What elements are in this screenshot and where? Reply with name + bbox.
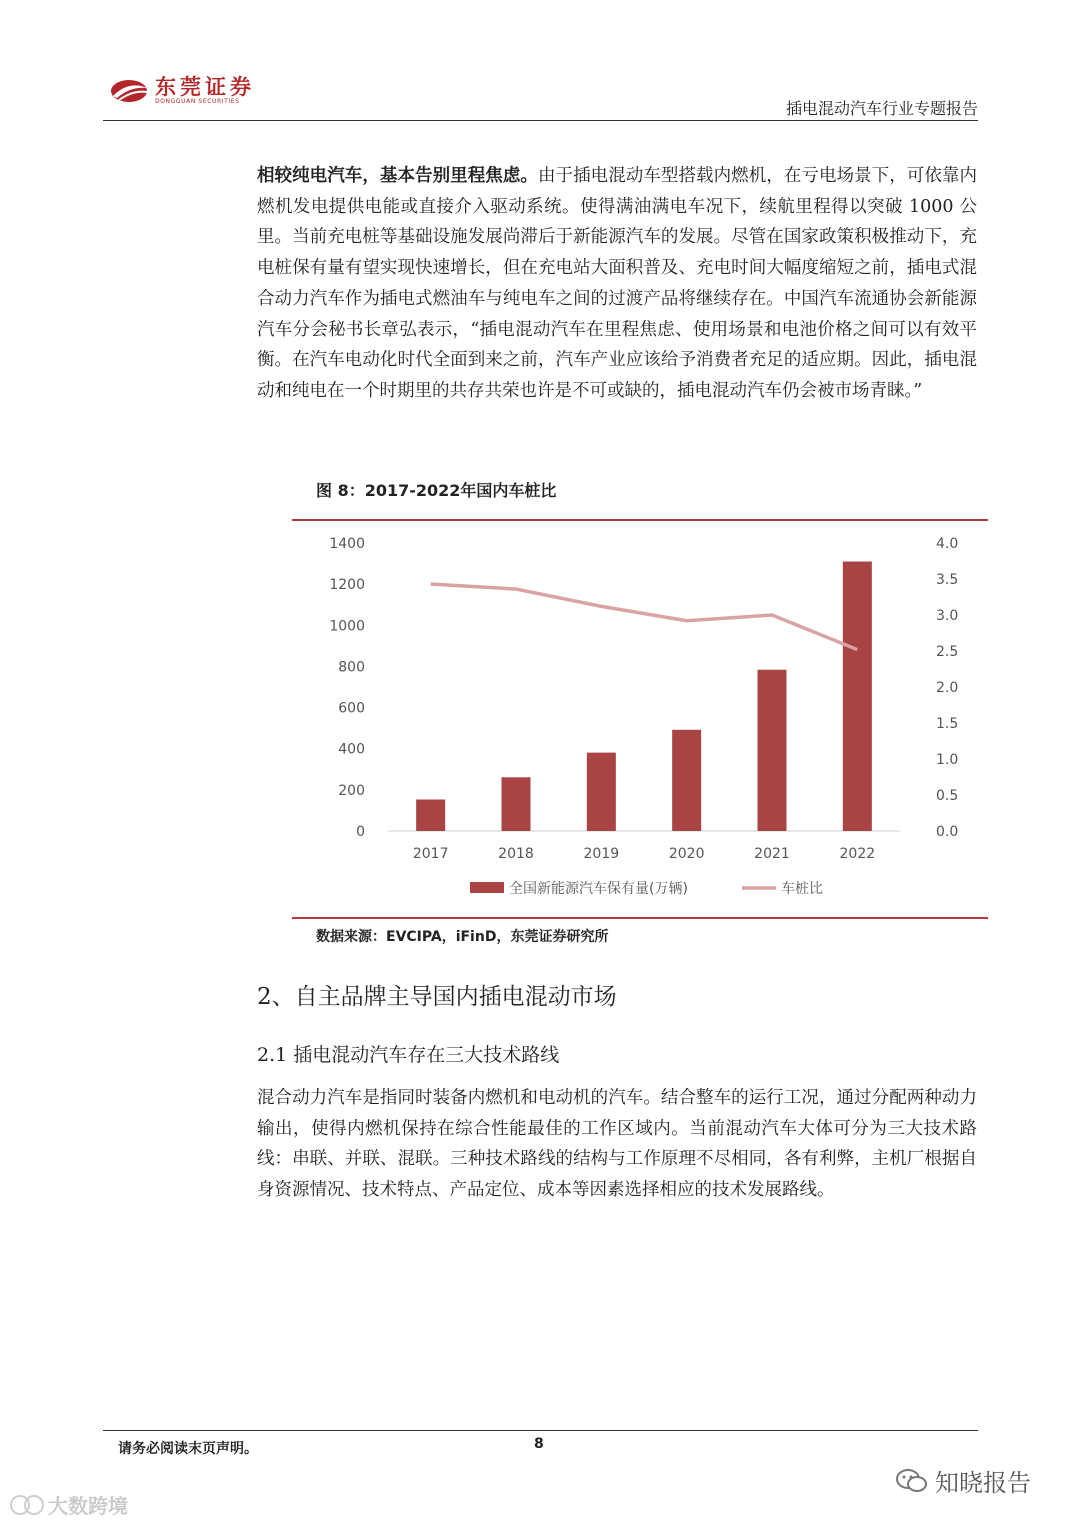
company-logo bbox=[109, 76, 255, 106]
watermark-left bbox=[8, 1490, 128, 1519]
bar-2021 bbox=[758, 670, 787, 831]
left-axis-tick-label: 1000 bbox=[329, 618, 365, 635]
bar-2018 bbox=[502, 777, 531, 831]
legend-bar-swatch bbox=[470, 882, 504, 893]
right-axis-tick-label: 2.0 bbox=[936, 680, 959, 696]
watermark-right bbox=[895, 1463, 1031, 1498]
right-axis-tick-label: 3.5 bbox=[936, 572, 959, 588]
bar-2020 bbox=[672, 730, 701, 831]
watermark-right-text: 知晓报告 bbox=[935, 1469, 1031, 1497]
page-number: 8 bbox=[534, 1436, 544, 1452]
logo-cn-text: 东莞证券 bbox=[155, 74, 255, 99]
right-axis-tick-label: 2.5 bbox=[936, 644, 959, 660]
x-axis-tick-label: 2022 bbox=[839, 846, 876, 862]
left-axis-tick-label: 400 bbox=[338, 741, 365, 758]
right-axis-tick-label: 3.0 bbox=[936, 608, 959, 624]
report-title: 插电混动汽车行业专题报告 bbox=[785, 99, 978, 118]
right-axis-tick-label: 0.0 bbox=[936, 824, 959, 840]
figure-source: 数据来源：EVCIPA，iFinD，东莞证券研究所 bbox=[316, 929, 609, 945]
left-axis-tick-label: 600 bbox=[338, 700, 365, 717]
body-paragraph-2: 混合动力汽车是指同时装备内燃机和电动机的汽车。结合整车的运行工况，通过分配两种动力输出，使得内燃机保持在综合性能最佳的工作区域内。当前混动汽车大体可分为三大技术路线：串联、并联、混联。三种技术路线的结构与工作原理不尽相同，各有利弊，主机厂根据自身资源情况、技术特点、产品定位、成本等因素选择相应的技术发展路线。 bbox=[257, 1088, 977, 1201]
bar-2019 bbox=[587, 753, 616, 831]
bar-2017 bbox=[416, 800, 445, 831]
figure-bottom-rule bbox=[292, 917, 988, 919]
right-axis-tick-label: 4.0 bbox=[936, 536, 959, 552]
right-axis-tick-label: 1.0 bbox=[936, 752, 959, 768]
disclaimer-note: 请务必阅读末页声明。 bbox=[118, 1441, 258, 1457]
figure-title: 图 8：2017-2022年国内车桩比 bbox=[316, 481, 557, 500]
watermark-left-icon bbox=[8, 1493, 48, 1517]
figure-top-rule bbox=[292, 519, 988, 521]
right-axis-tick-label: 0.5 bbox=[936, 788, 959, 804]
logo-swoosh-icon bbox=[109, 76, 149, 106]
logo-en-text: DONGGUAN SECURITIES bbox=[155, 98, 240, 105]
watermark-left-text: 大数跨境 bbox=[48, 1494, 128, 1518]
wechat-icon bbox=[895, 1467, 929, 1495]
section-heading: 2、自主品牌主导国内插电混动市场 bbox=[257, 984, 617, 1010]
line-series-ratio bbox=[431, 584, 858, 650]
x-axis-tick-label: 2020 bbox=[668, 846, 705, 862]
left-axis-tick-label: 1200 bbox=[329, 577, 365, 594]
x-axis-tick-label: 2018 bbox=[498, 846, 534, 862]
legend-bar-label: 全国新能源汽车保有量(万辆) bbox=[509, 881, 688, 897]
left-axis-tick-label: 800 bbox=[338, 659, 365, 676]
header-divider bbox=[103, 120, 978, 121]
bar-2022 bbox=[843, 562, 872, 831]
paragraph-1-body: 由于插电混动车型搭载内燃机，在亏电场景下，可依靠内燃机发电提供电能或直接介入驱动系统。使得满油满电车况下，续航里程得以突破 1000 公里。当前充电桩等基础设施发展尚滞后于新能源汽车的发展。尽管在国家政策积极推动下，充电桩保有量有望实现快速增长，但在充电站大面积普及、充电时间大幅度缩短之前，插电式混合动力汽车作为插电式燃油车与纯电车之间的过渡产品将继续存在。中国汽车流通协会新能源汽车分会秘书长章弘表示，“插电混动汽车在里程焦虑、使用场景和电池价格之间可以有效平衡。在汽车电动化时代全面到来之前，汽车产业应该给予消费者充足的适应期。因此，插电混动和纯电在一个时期里的共存共荣也许是不可或缺的，插电混动汽车仍会被市场青睐。” bbox=[257, 166, 977, 401]
vehicle-charger-ratio-chart bbox=[292, 522, 988, 916]
paragraph-1-lead: 相较纯电汽车，基本告别里程焦虑。 bbox=[257, 166, 538, 186]
legend-line-label: 车桩比 bbox=[781, 881, 823, 897]
page-header bbox=[103, 70, 978, 122]
x-axis-tick-label: 2017 bbox=[412, 846, 449, 862]
footer-divider bbox=[103, 1430, 978, 1431]
x-axis-tick-label: 2019 bbox=[583, 846, 620, 862]
subsection-heading: 2.1 插电混动汽车存在三大技术路线 bbox=[257, 1044, 560, 1066]
right-axis-tick-label: 1.5 bbox=[936, 716, 959, 732]
body-paragraph-1 bbox=[257, 161, 977, 407]
left-axis-tick-label: 200 bbox=[338, 782, 365, 799]
left-axis-tick-label: 1400 bbox=[329, 536, 365, 552]
x-axis-tick-label: 2021 bbox=[754, 846, 790, 862]
left-axis-tick-label: 0 bbox=[356, 824, 365, 840]
